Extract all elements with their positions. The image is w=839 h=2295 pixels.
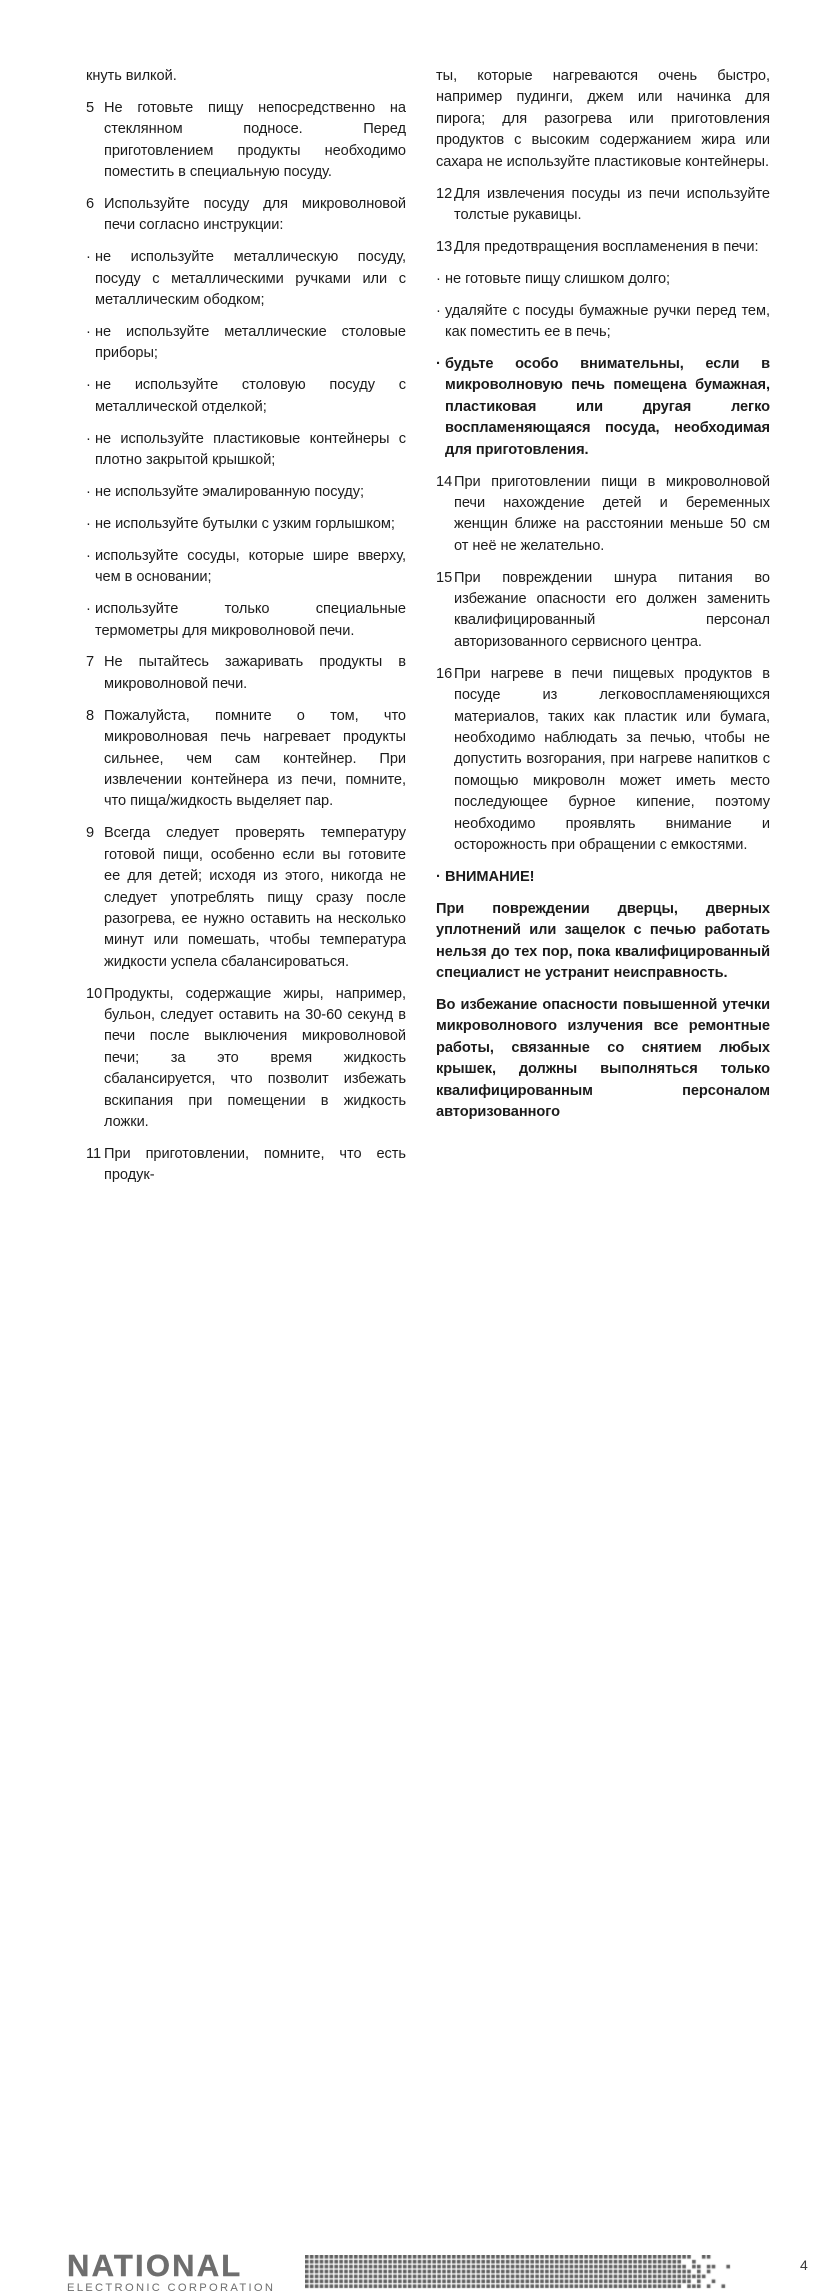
right-text-column [419,66,839,1120]
paragraph-text: будьте особо внимательны, если в микроволновую печь помещена бумажная, пластиковая или другая легко воспламеняющаяся посуда, необходимая для приготовления. [445,355,770,458]
paragraph-text: удаляйте с посуды бумажные ручки перед тем, как поместить ее в печь; [445,302,770,341]
list-number: 12 [436,185,453,202]
paragraph [436,472,770,558]
bullet-marker: · [436,355,441,372]
paragraph-text: Для предотвращения воспламенения в печи: [454,238,759,255]
list-number: 13 [436,238,453,255]
paragraph-text: не используйте эмалированную посуду; [95,484,364,500]
paragraph-text: не используйте металлическую посуду, посуду с металлическими ручками или с металлическим ободком; [95,249,406,309]
paragraph-text: Используйте посуду для микроволновой печи согласно инструкции: [104,196,406,234]
paragraph [86,984,406,1134]
two-column-body [0,66,839,1184]
list-number: 16 [436,665,453,682]
paragraph-text: не готовьте пищу слишком долго; [445,270,671,287]
page-number: 4 [800,2257,808,2273]
paragraph [436,867,770,888]
paragraph [86,599,406,642]
paragraph-text: При приготовлении, помните, что есть продук- [104,1145,406,1184]
paragraph [86,66,406,87]
paragraph [86,514,406,535]
paragraph [86,194,406,237]
paragraph [86,322,406,365]
paragraph-text: Пожалуйста, помните о том, что микроволновая печь нагревает продукты сильнее, чем сам контейнер. При извлечении контейнера из печи, помните, что пища/жидкость выделяет пар. [104,707,406,810]
paragraph-text: Для извлечения посуды из печи используйте толстые рукавицы. [454,185,770,223]
paragraph [436,184,770,227]
paragraph-text: При нагреве в печи пищевых продуктов в посуде из легковоспламеняющихся материалов, таких как пластик или бумага, необходимо наблюдать за печью, чтобы не допустить возгорания, при нагреве напитков с помощью микроволн может иметь место последующее бурное кипение, поэтому необходимо проявлять внимание и осторожность при обращении с емкостями. [454,665,770,853]
paragraph-text: не используйте столовую посуду с металлической отделкой; [95,377,406,415]
paragraph-text: При повреждении дверцы, дверных уплотнений или защелок с печью работать нельзя до тех пор, пока квалифицированный специалист не устранит неисправность. [436,900,770,982]
bullet-marker: · [86,249,91,266]
dither-pattern-decoration [305,2255,742,2291]
bullet-marker: · [86,484,91,500]
bullet-marker: · [86,324,91,341]
bullet-marker: · [86,377,91,394]
paragraph-text: Продукты, содержащие жиры, например, бульон, следует оставить на 30-60 секунд в печи после выключения микроволновой печи; за это время жидкость сбалансируется, что позволит избежать вскипания при помещении в жидкость ложки. [104,985,406,1131]
paragraph [86,706,406,813]
national-electronic-corporation-logo [67,2248,282,2295]
paragraph-text: Не пытайтесь зажаривать продукты в микроволновой печи. [104,654,406,692]
list-number: 14 [436,473,453,490]
paragraph [86,375,406,418]
paragraph [86,429,406,472]
paragraph-text: При повреждении шнура питания во избежание опасности его должен заменить квалифицированный персонал авторизованного сервисного центра. [454,569,770,650]
paragraph-text: Не готовьте пищу непосредственно на стеклянном подносе. Перед приготовлением продукты необходимо поместить в специальную посуду. [104,99,406,181]
paragraph [436,899,770,985]
paragraph [436,664,770,857]
list-number: 6 [86,196,95,213]
paragraph-text: используйте только специальные термометры для микроволновой печи. [95,601,406,639]
list-number: 8 [86,707,95,724]
paragraph [86,98,406,184]
paragraph-text: ты, которые нагреваются очень быстро, например пудинги, джем или начинка для пирога; для разогрева или приготовления продуктов с высоким содержанием жира или сахара не используйте пластиковые контейнеры. [436,68,770,170]
bullet-marker: · [436,868,441,885]
list-number: 7 [86,654,95,671]
paragraph-text: не используйте бутылки с узким горлышком; [95,515,395,532]
paragraph-text: При приготовлении пищи в микроволновой печи нахождение детей и беременных женщин ближе на расстоянии меньше 50 см от неё не желательно. [454,473,770,554]
paragraph-text: не используйте пластиковые контейнеры с плотно закрытой крышкой; [95,430,406,469]
paragraph [436,269,770,290]
paragraph [86,546,406,589]
bullet-marker: · [436,270,441,287]
paragraph [86,482,406,503]
paragraph [86,247,406,311]
paragraph-text: не используйте металлические столовые приборы; [95,324,406,362]
bullet-marker: · [86,515,91,532]
paragraph-text: Всегда следует проверять температуру готовой пищи, особенно если вы готовите ее для детей; исходя из этого, никогда не следует употреблять пищу сразу после разогрева, ее нужно оставить на несколько минут или помешать, чтобы температура жидкости успела сбалансироваться. [104,825,406,970]
paragraph [86,823,406,973]
bullet-marker: · [86,430,91,447]
page-footer [0,1119,839,2294]
paragraph [86,652,406,695]
logo-wordmark: NATIONAL [67,2248,243,2283]
paragraph [436,301,770,344]
list-number: 9 [86,825,95,842]
list-number: 11 [86,1145,102,1162]
paragraph [436,995,770,1123]
list-number: 10 [86,985,103,1002]
list-number: 15 [436,569,453,586]
list-number: 5 [86,99,95,116]
bullet-marker: · [86,601,91,618]
paragraph [436,66,770,173]
paragraph [436,354,770,461]
paragraph-text: Во избежание опасности повышенной утечки микроволнового излучения все ремонтные работы, связанные со снятием любых крышек, должны выполняться только квалифицированным персоналом авторизованного [436,996,770,1120]
paragraph-text: ВНИМАНИЕ! [445,868,535,885]
logo-tagline: ELECTRONIC CORPORATION [67,2282,276,2294]
left-text-column [0,66,419,1184]
paragraph-text: кнуть вилкой. [86,68,177,84]
bullet-marker: · [436,302,441,319]
paragraph-text: используйте сосуды, которые шире вверху, чем в основании; [95,547,406,586]
paragraph [436,237,770,258]
paragraph [436,568,770,654]
bullet-marker: · [86,547,91,564]
